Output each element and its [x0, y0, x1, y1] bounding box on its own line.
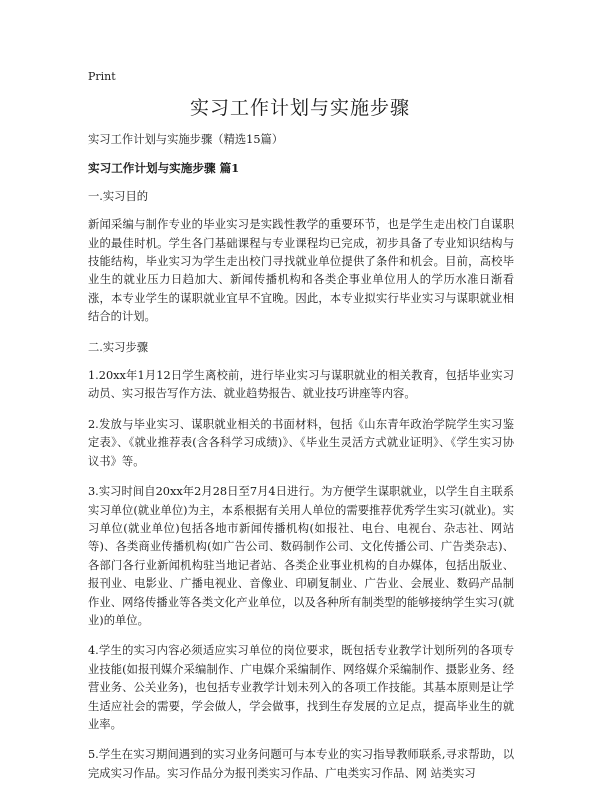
- document-body: [88, 131, 514, 795]
- document-subtitle: 实习工作计划与实施步骤（精选15篇）: [88, 133, 284, 146]
- step-paragraph-1: 1.20xx年1月12日学生离校前，进行毕业实习与谋职就业的相关教育，包括毕业实习动员、实习报告写作方法、就业趋势报告、就业技巧讲座等内容。: [88, 369, 514, 401]
- purpose-heading: 一.实习目的: [88, 189, 149, 203]
- step-paragraph-4: 4.学生的实习内容必须适应实习单位的岗位要求，既包括专业教学计划所列的各项专业技能(如报刊媒介采编制作、广电媒介采编制作、网络媒介采编制作、摄影业务、经营业务、公关业务)，也包括专业教学计划未列入的各项工作技能。其基本原则是让学生适应社会的需要，学会做人，学会做事，找到生存发展的立足点，提高毕业生的就业率。: [88, 644, 514, 731]
- print-link[interactable]: Print: [88, 70, 116, 83]
- step-paragraph-5: 5.学生在实习期间遇到的实习业务问题可与本专业的实习指导教师联系,寻求帮助，以完成实习作品。实习作品分为报刊类实习作品、广电类实习作品、网 站类实习: [88, 748, 514, 780]
- steps-heading: 二.实习步骤: [88, 340, 149, 354]
- page-title: 实习工作计划与实施步骤: [189, 97, 410, 119]
- step-paragraph-3: 3.实习时间自20xx年2月28日至7月4日进行。为方便学生谋职就业，以学生自主联系实习单位(就业单位)为主，本系根据有关用人单位的需要推荐优秀学生实习(就业)。实习单位(就业单位)包括各地市新闻传播机构(如报社、电台、电视台、杂志社、网站等)、各类商业传播机构(如广告公司、数码制作公司、文化传播公司、广告类杂志)、各部门各行业新闻机构驻当地记者站、各类企业事业机构的自办媒体，包括出版业、报刊业、电影业、广播电视业、音像业、印刷复制业、广告业、会展业、数码产品制作业、网络传播业等各类文化产业单位，以及各种所有制类型的能够接纳学生实习(就业)的单位。: [88, 485, 514, 627]
- step-paragraph-2: 2.发放与毕业实习、谋职就业相关的书面材料，包括《山东青年政治学院学生实习鉴定表》、《就业推荐表(含各科学习成绩)》、《毕业生灵活方式就业证明》、《学生实习协议书》等。: [88, 417, 514, 468]
- purpose-paragraph: 新闻采编与制作专业的毕业实习是实践性教学的重要环节，也是学生走出校门自谋职业的最佳时机。学生各门基础课程与专业课程均已完成，初步具备了专业知识结构与技能结构，毕业实习为学生走出校门寻找就业单位提供了条件和机会。目前，高校毕业生的就业压力日趋加大、新闻传播机构和各类企事业单位用人的学历水准日渐看涨，本专业学生的谋职就业宜早不宜晚。因此，本专业拟实行毕业实习与谋职就业相结合的计划。: [88, 218, 514, 324]
- section-heading: 实习工作计划与实施步骤 篇1: [88, 161, 240, 176]
